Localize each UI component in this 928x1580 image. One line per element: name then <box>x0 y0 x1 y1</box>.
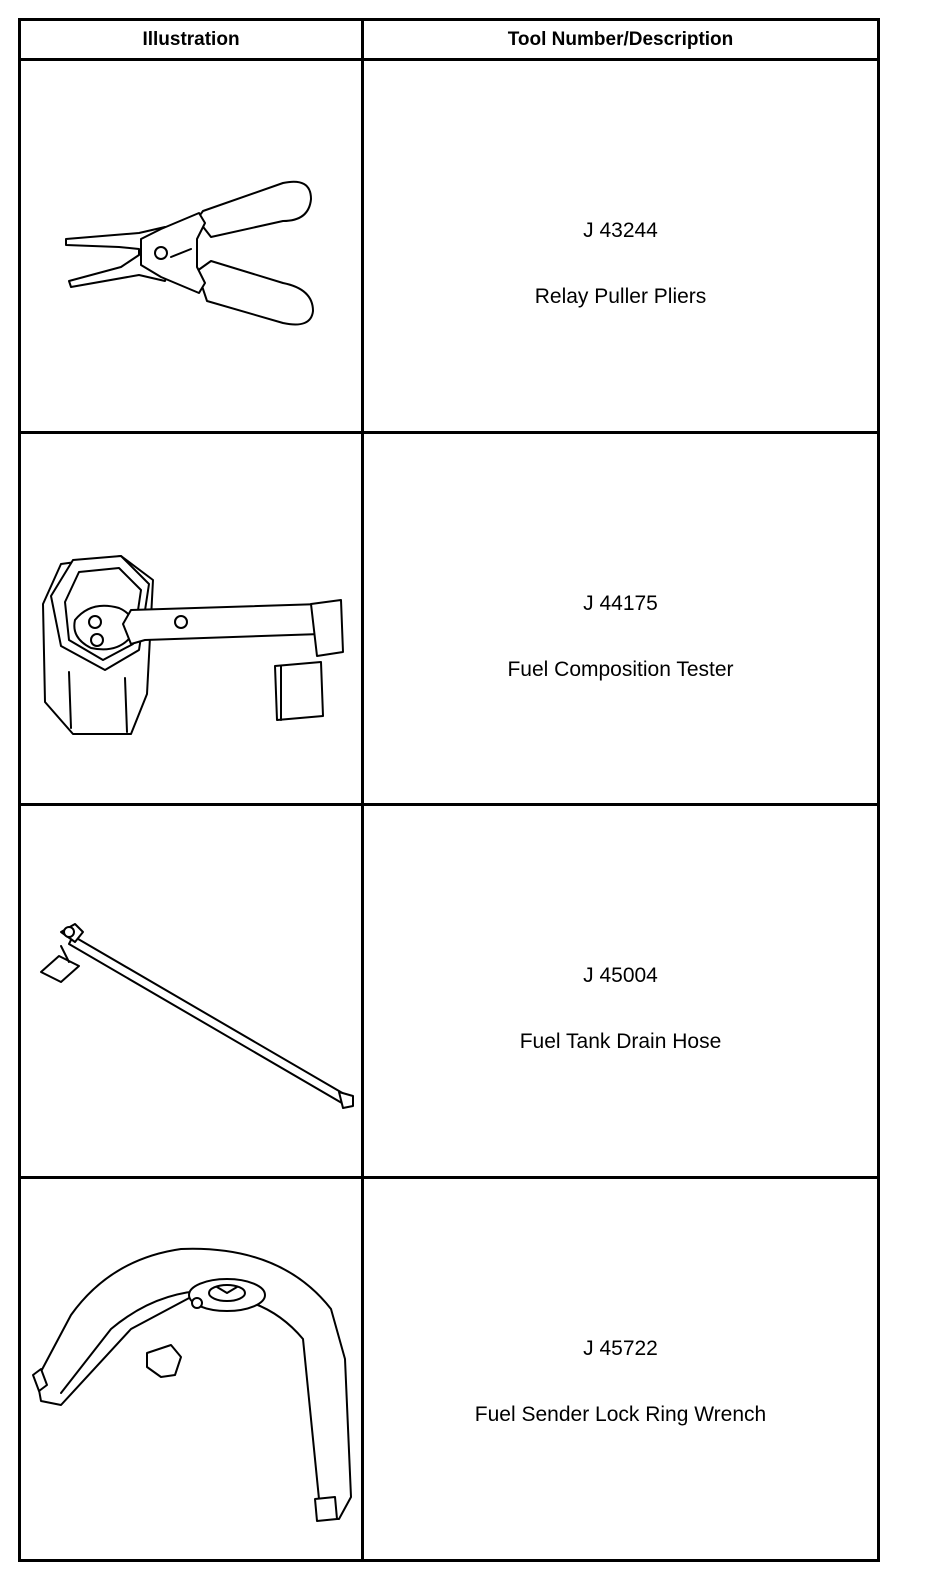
table-header <box>21 21 877 61</box>
tool-cell <box>364 806 877 1176</box>
tester-icon <box>21 434 361 806</box>
header-tool: Tool Number/Description <box>507 29 734 50</box>
header-illustration: Illustration <box>142 29 240 50</box>
tool-cell <box>364 61 877 431</box>
table-row <box>21 1179 877 1559</box>
tools-table <box>18 18 880 1562</box>
tool-description: Fuel Composition Tester <box>507 658 734 681</box>
tool-cell <box>364 1179 877 1559</box>
tool-number: J 45004 <box>583 964 658 987</box>
illustration-cell <box>21 806 361 1176</box>
drain-hose-icon <box>21 806 361 1179</box>
tool-description: Relay Puller Pliers <box>534 285 707 308</box>
tool-number: J 45722 <box>583 1337 658 1360</box>
tool-number: J 44175 <box>583 592 658 615</box>
tool-number: J 43244 <box>583 219 658 242</box>
tool-cell <box>364 434 877 803</box>
pliers-icon <box>21 61 361 434</box>
tool-description: Fuel Tank Drain Hose <box>519 1030 722 1053</box>
tool-description: Fuel Sender Lock Ring Wrench <box>474 1403 767 1426</box>
table-row <box>21 806 877 1179</box>
illustration-cell <box>21 434 361 803</box>
table-row <box>21 434 877 806</box>
illustration-cell <box>21 1179 361 1559</box>
table-row <box>21 61 877 434</box>
illustration-cell <box>21 61 361 431</box>
lock-ring-wrench-icon <box>21 1179 361 1559</box>
